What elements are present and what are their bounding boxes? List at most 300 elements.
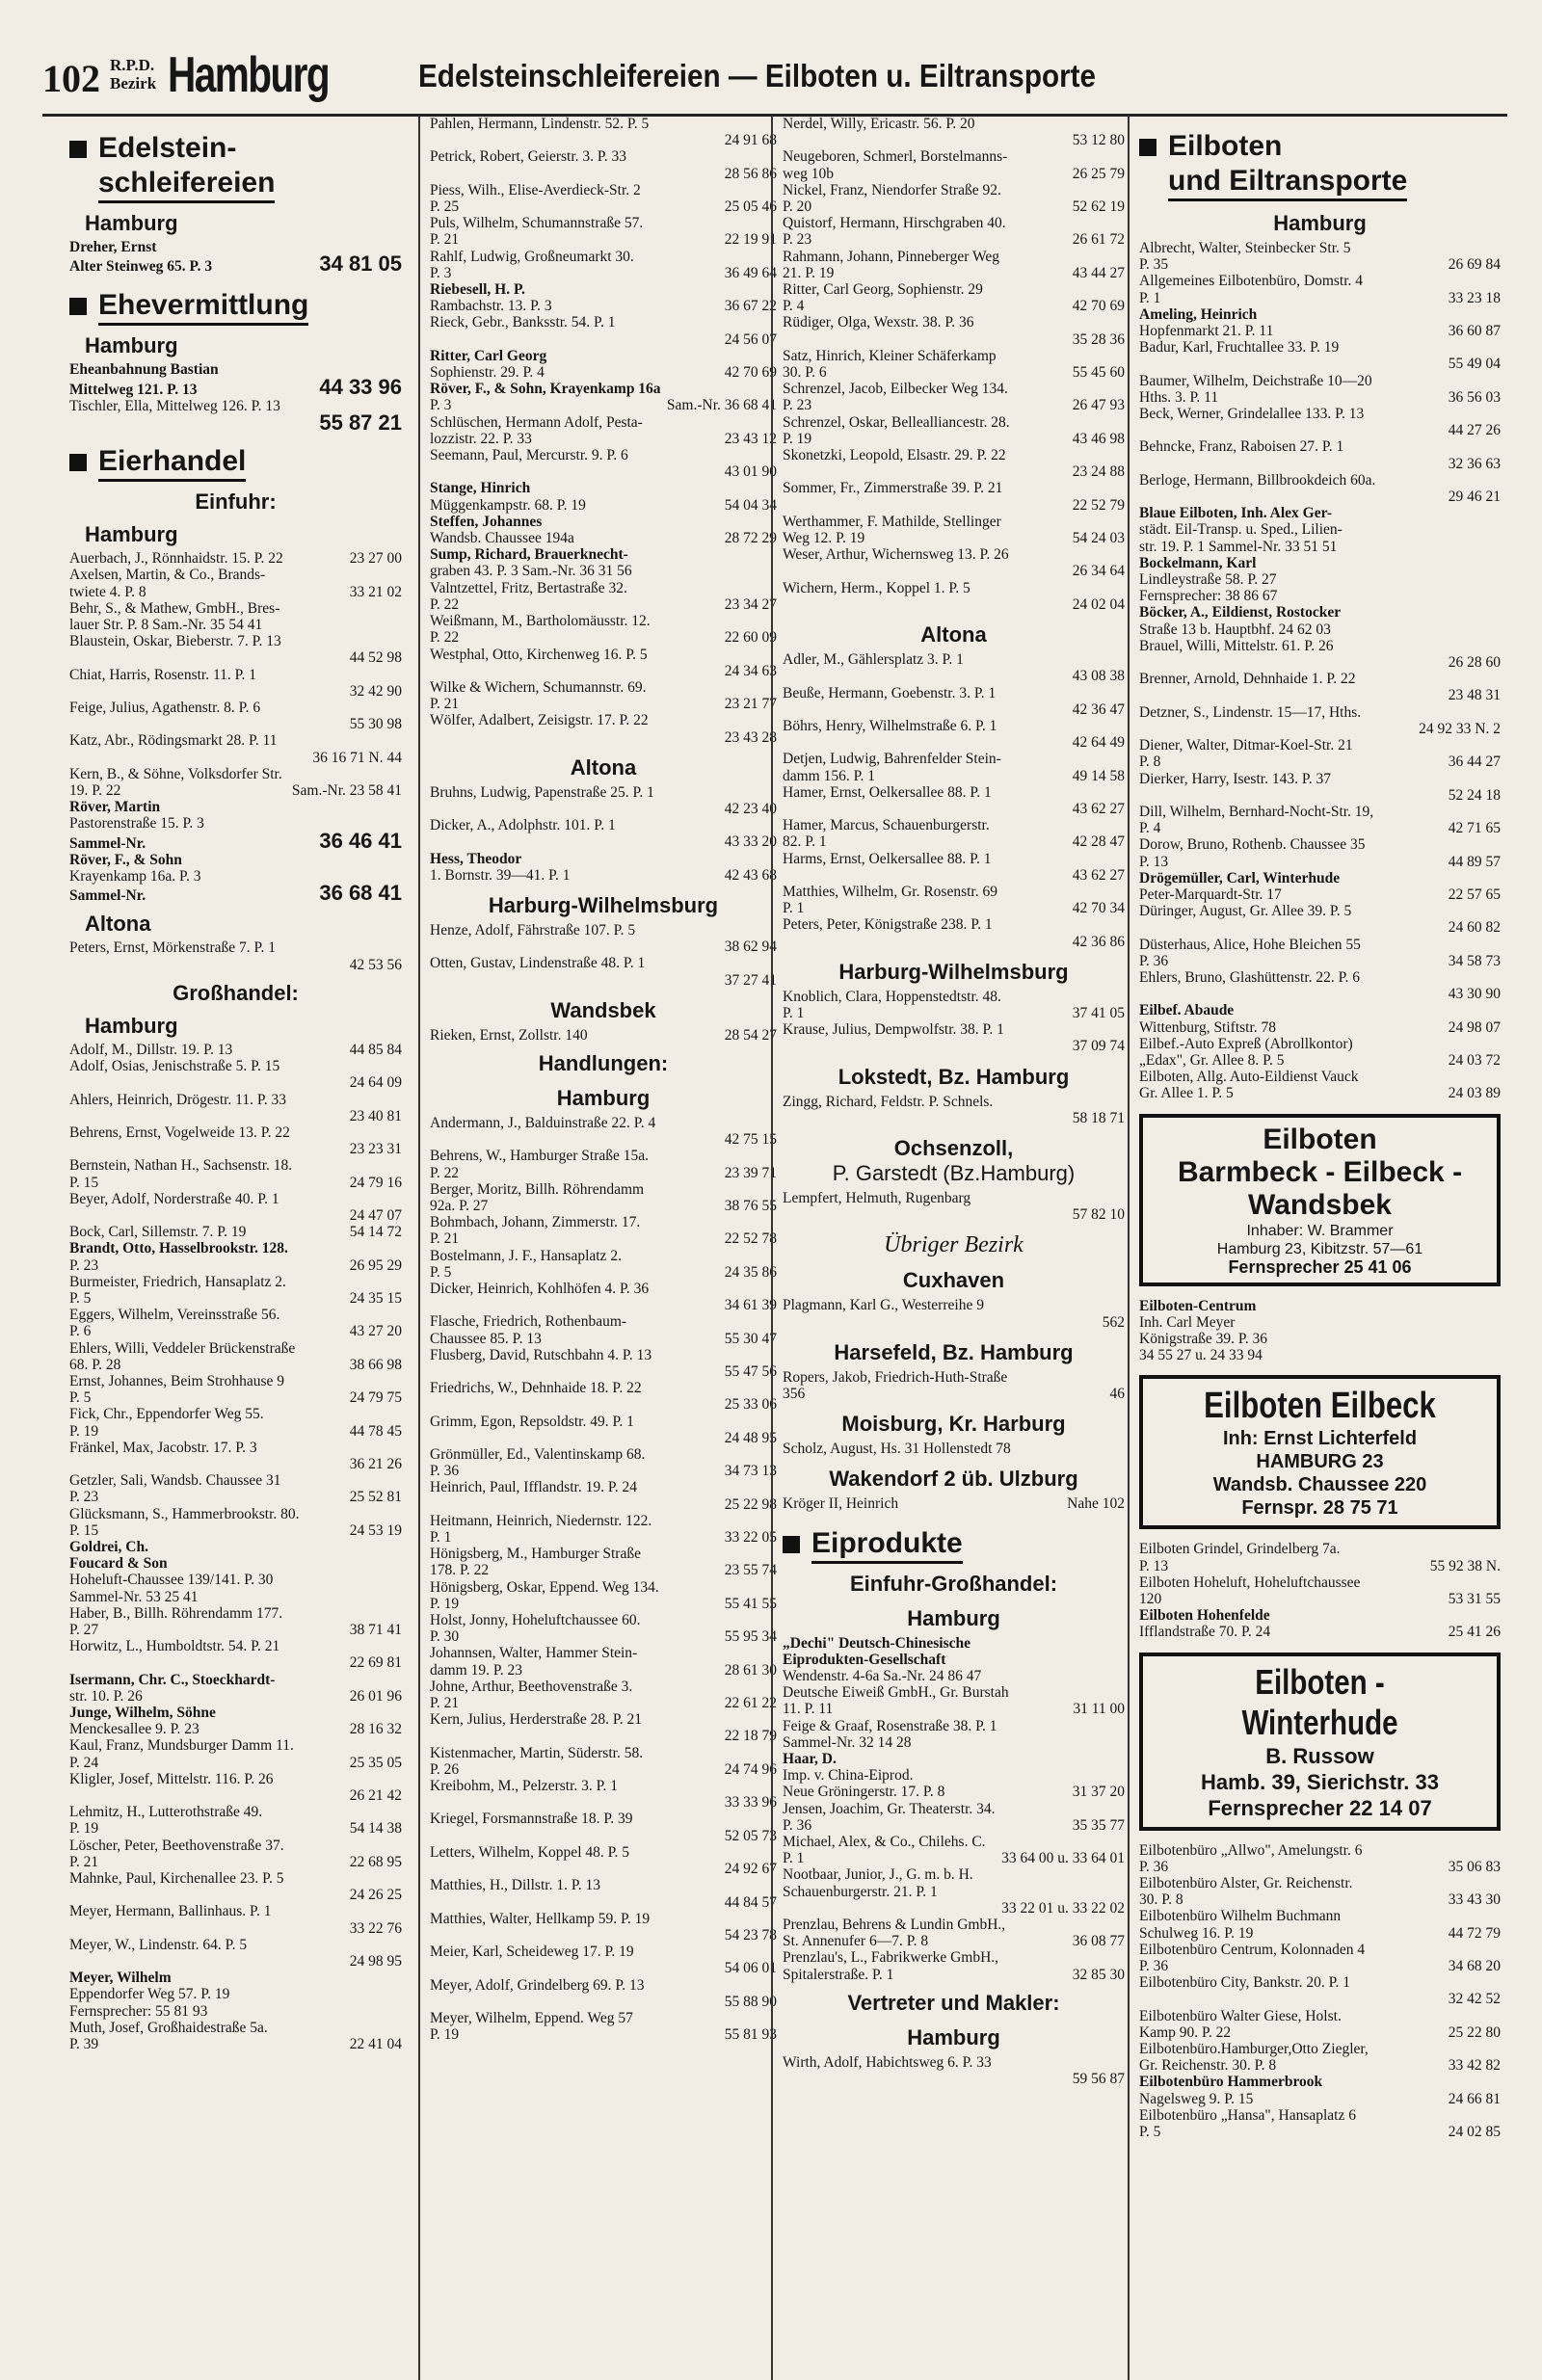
entry-text: Matthies, H., Dillstr. 1. P. 13 bbox=[430, 1877, 600, 1894]
directory-entry-line bbox=[783, 414, 1125, 431]
directory-entry-line bbox=[69, 1423, 402, 1440]
entry-phone: 38 71 41 bbox=[349, 1622, 402, 1638]
directory-entry-line bbox=[783, 1206, 1125, 1223]
entry-phone: 24 56 07 bbox=[724, 331, 777, 348]
entry-text: Meyer, Wilhelm, Eppend. Weg 57 bbox=[430, 2009, 633, 2026]
entry-text: Skonetzki, Leopold, Elsastr. 29. P. 22 bbox=[783, 447, 1006, 464]
directory-entry-line bbox=[783, 784, 1125, 801]
entry-text: Foucard & Son bbox=[69, 1555, 168, 1573]
entry-phone: 38 62 94 bbox=[724, 939, 777, 956]
directory-entry-line bbox=[69, 1323, 402, 1339]
entry-text: Schrenzel, Oskar, Bellealliancestr. 28. bbox=[783, 413, 1010, 431]
entry-text: Müggenkampstr. 68. P. 19 bbox=[430, 496, 586, 514]
entry-phone: 53 31 55 bbox=[1448, 1590, 1501, 1607]
entry-text: Ehlers, Willi, Veddeler Brückenstraße bbox=[69, 1339, 296, 1357]
entry-phone: 35 35 77 bbox=[1072, 1816, 1125, 1834]
directory-entry-line bbox=[430, 1529, 777, 1546]
entry-text: Bock, Carl, Sillemstr. 7. P. 19 bbox=[69, 1224, 247, 1241]
entry-phone: 24 74 96 bbox=[724, 1760, 777, 1778]
entry-text: Wendenstr. 4-6a Sa.-Nr. 24 86 47 bbox=[783, 1668, 982, 1684]
directory-entry-line bbox=[430, 1513, 777, 1529]
entry-text: Matthies, Walter, Hellkamp 59. P. 19 bbox=[430, 1910, 651, 1927]
directory-entry-line bbox=[430, 2010, 777, 2026]
directory-entry-line bbox=[783, 1949, 1125, 1966]
entry-phone: 33 21 02 bbox=[349, 583, 402, 600]
directory-entry-line bbox=[430, 1662, 777, 1679]
entry-text: Lempfert, Helmuth, Rugenbarg bbox=[783, 1189, 971, 1206]
directory-entry-line bbox=[783, 1652, 1125, 1668]
directory-entry-line bbox=[783, 916, 1125, 933]
directory-entry-line bbox=[1139, 804, 1501, 820]
directory-entry-line bbox=[430, 281, 777, 298]
directory-entry-line bbox=[430, 817, 777, 833]
entry-text: Eilbotenbüro Walter Giese, Holst. bbox=[1139, 2007, 1342, 2024]
directory-entry-line bbox=[783, 166, 1125, 182]
directory-entry-line bbox=[783, 734, 1125, 751]
entry-text: Pastorenstraße 15. P. 3 bbox=[69, 815, 204, 833]
section-title: und Eiltransporte bbox=[1168, 164, 1407, 201]
city-heading: Altona bbox=[85, 912, 151, 937]
entry-phone: 22 60 09 bbox=[724, 629, 777, 647]
directory-entry-line bbox=[783, 497, 1125, 514]
entry-text: 178. P. 22 bbox=[430, 1562, 490, 1579]
directory-entry-line bbox=[783, 1701, 1125, 1717]
entry-text: Kern, B., & Söhne, Volksdorfer Str. bbox=[69, 765, 282, 782]
directory-entry-line bbox=[783, 1834, 1125, 1850]
entry-text: 120 bbox=[1139, 1590, 1162, 1607]
directory-entry-line bbox=[783, 701, 1125, 718]
entry-text: Valntzettel, Fritz, Bertastraße 32. bbox=[430, 579, 627, 596]
entry-phone: 24 60 82 bbox=[1448, 919, 1501, 937]
directory-entry-line bbox=[783, 801, 1125, 817]
entry-text: Glücksmann, S., Hammerbrookstr. 80. bbox=[69, 1505, 300, 1522]
directory-entry-line bbox=[430, 132, 777, 148]
entry-phone: 54 24 03 bbox=[1072, 530, 1125, 547]
entry-text: P. 15 bbox=[69, 1521, 99, 1539]
entry-list bbox=[430, 922, 777, 989]
directory-entry-line bbox=[69, 1771, 402, 1787]
directory-entry-line bbox=[69, 1986, 402, 2002]
entry-phone: 23 40 81 bbox=[349, 1107, 402, 1124]
entry-phone: 33 22 05 bbox=[724, 1529, 777, 1547]
directory-entry-line bbox=[430, 497, 777, 514]
section-title: Edelstein- bbox=[98, 132, 237, 164]
entry-phone: 37 27 41 bbox=[724, 971, 777, 989]
entry-text: P. 13 bbox=[1139, 853, 1169, 870]
directory-entry-line bbox=[69, 1622, 402, 1638]
directory-entry-line bbox=[783, 1386, 1125, 1402]
entry-phone: 55 41 55 bbox=[724, 1595, 777, 1612]
directory-entry-line bbox=[430, 922, 777, 939]
entry-text: Getzler, Sali, Wandsb. Chaussee 31 bbox=[69, 1472, 281, 1490]
entry-phone: 43 33 20 bbox=[724, 833, 777, 851]
directory-entry-line bbox=[783, 751, 1125, 767]
entry-text: Tischler, Ella, Mittelweg 126. P. 13 bbox=[69, 397, 280, 414]
directory-entry-line bbox=[69, 1506, 402, 1522]
entry-text: lauer Str. P. 8 Sam.-Nr. 35 54 41 bbox=[69, 617, 263, 634]
entry-phone: 44 27 26 bbox=[1448, 422, 1501, 439]
entry-text: Nootbaar, Junior, J., G. m. b. H. bbox=[783, 1866, 973, 1884]
directory-entry-line bbox=[783, 480, 1125, 496]
entry-phone: 42 53 56 bbox=[349, 956, 402, 973]
city-heading: Hamburg bbox=[85, 211, 178, 235]
directory-entry-line bbox=[69, 1970, 402, 1986]
directory-entry-line bbox=[783, 265, 1125, 281]
entry-phone: 24 35 86 bbox=[724, 1263, 777, 1281]
entry-text: Kaul, Franz, Mundsburger Damm 11. bbox=[69, 1737, 294, 1755]
entry-text: P. 23 bbox=[783, 397, 812, 414]
entry-text: 82. P. 1 bbox=[783, 833, 827, 851]
entry-text: Brauel, Willi, Mittelstr. 61. P. 26 bbox=[1139, 637, 1334, 654]
entry-text: Berloge, Hermann, Billbrookdeich 60a. bbox=[1139, 471, 1376, 489]
entry-text: Königstraße 39. P. 36 bbox=[1139, 1330, 1268, 1347]
directory-entry-line bbox=[430, 955, 777, 971]
directory-entry-line bbox=[1139, 1991, 1501, 2007]
entry-text: Zingg, Richard, Feldstr. P. Schnels. bbox=[783, 1093, 994, 1110]
entry-phone: 55 47 56 bbox=[724, 1363, 777, 1380]
directory-entry-line bbox=[1139, 919, 1501, 936]
city-heading: Lokstedt, Bz. Hamburg bbox=[837, 1064, 1070, 1089]
directory-entry-line bbox=[783, 1718, 1125, 1734]
entry-text: Wölfer, Adalbert, Zeisigstr. 17. P. 22 bbox=[430, 712, 649, 729]
directory-entry-line bbox=[430, 1844, 777, 1861]
directory-entry-line bbox=[783, 1734, 1125, 1751]
entry-text: Weser, Arthur, Wichernsweg 13. P. 26 bbox=[783, 546, 1009, 564]
entry-text: Hths. 3. P. 11 bbox=[1139, 388, 1219, 406]
directory-entry-line bbox=[430, 1811, 777, 1827]
entry-phone: 42 75 15 bbox=[724, 1131, 777, 1149]
entry-phone: 42 36 86 bbox=[1072, 933, 1125, 950]
section-title: schleifereien bbox=[98, 166, 275, 203]
directory-entry-line bbox=[69, 1489, 402, 1505]
directory-entry-line bbox=[430, 530, 777, 546]
directory-entry-line bbox=[430, 1463, 777, 1479]
directory-entry-line bbox=[430, 1761, 777, 1778]
entry-phone: 33 43 30 bbox=[1448, 1891, 1501, 1909]
directory-entry-line bbox=[1139, 240, 1501, 256]
directory-entry-line bbox=[69, 700, 402, 716]
entry-phone: 24 03 89 bbox=[1448, 1085, 1501, 1102]
directory-entry-line bbox=[69, 649, 402, 666]
directory-entry-line bbox=[430, 1027, 777, 1044]
directory-entry-line bbox=[69, 1191, 402, 1207]
directory-entry-line bbox=[69, 1953, 402, 1970]
directory-entry-line bbox=[1139, 1002, 1501, 1018]
entry-text: Kistenmacher, Martin, Süderstr. 58. bbox=[430, 1744, 644, 1761]
entry-text: P. 8 bbox=[1139, 754, 1161, 771]
directory-entry-line bbox=[783, 718, 1125, 734]
entry-text: Beck, Werner, Grindelallee 133. P. 13 bbox=[1139, 406, 1365, 423]
entry-phone: 42 28 47 bbox=[1072, 833, 1125, 851]
entry-text: Rahlf, Ludwig, Großneumarkt 30. bbox=[430, 248, 634, 265]
directory-entry-line bbox=[69, 1290, 402, 1307]
directory-entry-line bbox=[430, 1181, 777, 1198]
entry-phone: 24 79 16 bbox=[349, 1174, 402, 1191]
entry-phone: 33 22 76 bbox=[349, 1919, 402, 1937]
entry-text: 19. P. 22 bbox=[69, 782, 121, 800]
entry-phone: 31 37 20 bbox=[1072, 1784, 1125, 1801]
entry-phone: 42 71 65 bbox=[1448, 820, 1501, 837]
column-1 bbox=[69, 118, 402, 2052]
directory-entry-line bbox=[430, 1281, 777, 1297]
entry-text: Grimm, Egon, Repsoldstr. 49. P. 1 bbox=[430, 1413, 634, 1430]
entry-text: Kamp 90. P. 22 bbox=[1139, 2023, 1232, 2041]
directory-entry-line bbox=[430, 314, 777, 331]
directory-entry-line bbox=[783, 1817, 1125, 1834]
city-heading: Hamburg bbox=[907, 2024, 1000, 2049]
entry-text: Sump, Richard, Brauerknecht- bbox=[430, 546, 628, 564]
directory-entry-line bbox=[1139, 505, 1501, 521]
entry-phone: Sam.-Nr. 23 58 41 bbox=[291, 782, 402, 800]
directory-entry-line bbox=[430, 1562, 777, 1578]
directory-entry-line bbox=[783, 198, 1125, 215]
directory-entry-line bbox=[783, 1933, 1125, 1949]
entry-phone: 36 68 41 bbox=[319, 881, 402, 906]
entry-text: Sammel-Nr. 32 14 28 bbox=[783, 1733, 912, 1751]
directory-entry-line bbox=[69, 1555, 402, 1572]
entry-text: P. 21 bbox=[430, 231, 460, 249]
directory-entry-line bbox=[430, 480, 777, 496]
entry-phone: Nahe 102 bbox=[1067, 1495, 1125, 1513]
entry-text: Düsterhaus, Alice, Hohe Bleichen 55 bbox=[1139, 936, 1361, 953]
directory-entry-line bbox=[430, 1994, 777, 2010]
directory-entry-line bbox=[430, 381, 777, 397]
entry-text: Wichern, Herm., Koppel 1. P. 5 bbox=[783, 579, 970, 596]
entry-text: Eilbotenbüro City, Bankstr. 20. P. 1 bbox=[1139, 1974, 1351, 1992]
advert-title: Barmbeck - Eilbeck - bbox=[1177, 1155, 1463, 1188]
entry-text: damm 19. P. 23 bbox=[430, 1661, 523, 1679]
directory-entry-line bbox=[69, 1522, 402, 1539]
directory-entry-line bbox=[783, 447, 1125, 463]
directory-entry-line bbox=[1139, 1974, 1501, 1991]
directory-entry-line bbox=[783, 1801, 1125, 1817]
entry-text: P. 3 bbox=[430, 264, 452, 281]
directory-entry-line bbox=[69, 2003, 402, 2020]
entry-phone: 34 58 73 bbox=[1448, 952, 1501, 969]
directory-entry-line bbox=[430, 1546, 777, 1562]
directory-entry-line bbox=[430, 784, 777, 801]
entry-phone: 43 62 27 bbox=[1072, 866, 1125, 884]
entry-phone: 33 64 00 u. 33 64 01 bbox=[1001, 1850, 1125, 1867]
entry-text: Katz, Abr., Rödingsmarkt 28. P. 11 bbox=[69, 732, 278, 750]
directory-entry-line bbox=[783, 1314, 1125, 1331]
entry-text: Adolf, Osias, Jenischstraße 5. P. 15 bbox=[69, 1058, 280, 1075]
section-eierhandel bbox=[69, 444, 402, 482]
entry-text: Dierker, Harry, Isestr. 143. P. 37 bbox=[1139, 770, 1331, 787]
entry-text: 356 bbox=[783, 1385, 806, 1402]
entry-list bbox=[69, 1042, 402, 2052]
entry-phone: 23 43 12 bbox=[724, 430, 777, 447]
entry-text: Röver, F., & Sohn bbox=[69, 851, 182, 868]
entry-list bbox=[783, 1635, 1125, 1983]
city-heading: Altona bbox=[920, 622, 987, 648]
entry-text: P. 35 bbox=[1139, 256, 1169, 274]
entry-text: Ernst, Johannes, Beim Strohhause 9 bbox=[69, 1372, 285, 1389]
directory-entry-line bbox=[430, 596, 777, 613]
section-marker-icon bbox=[69, 141, 87, 158]
directory-entry-line bbox=[783, 1866, 1125, 1883]
entry-phone: 42 64 49 bbox=[1072, 734, 1125, 752]
entry-phone: 55 88 90 bbox=[724, 1993, 777, 2010]
directory-entry-line bbox=[69, 939, 402, 956]
entry-phone: 22 41 04 bbox=[349, 2036, 402, 2053]
city-heading: Hamburg bbox=[556, 1085, 651, 1110]
directory-entry-line bbox=[69, 1605, 402, 1622]
entry-phone: 44 78 45 bbox=[349, 1422, 402, 1440]
entry-phone: 24 53 19 bbox=[349, 1521, 402, 1539]
directory-entry-line bbox=[430, 166, 777, 182]
entry-phone: 25 22 98 bbox=[724, 1495, 777, 1513]
directory-entry-line bbox=[1139, 1574, 1501, 1591]
directory-entry-line bbox=[69, 567, 402, 583]
entry-text: P. 6 bbox=[69, 1323, 92, 1340]
directory-entry-line bbox=[69, 881, 402, 906]
entry-text: Bohmbach, Johann, Zimmerstr. 17. bbox=[430, 1214, 641, 1231]
city-heading: Harburg-Wilhelmsburg bbox=[838, 959, 1069, 984]
entry-list bbox=[69, 550, 402, 799]
directory-entry-line bbox=[69, 1755, 402, 1771]
entry-phone: 29 46 21 bbox=[1448, 489, 1501, 506]
entry-list bbox=[783, 1190, 1125, 1223]
entry-phone: 44 52 98 bbox=[349, 649, 402, 667]
city-heading: Moisburg, Kr. Harburg bbox=[841, 1412, 1066, 1437]
entry-text: Rüdiger, Olga, Wexstr. 38. P. 36 bbox=[783, 314, 974, 331]
entry-phone: 25 52 81 bbox=[349, 1489, 402, 1506]
entry-phone: 33 22 01 u. 33 22 02 bbox=[1001, 1899, 1125, 1917]
directory-entry-line bbox=[783, 281, 1125, 298]
entry-phone: 23 39 71 bbox=[724, 1164, 777, 1181]
directory-entry-line bbox=[69, 828, 402, 853]
directory-entry-line bbox=[430, 613, 777, 629]
entry-text: P. 21 bbox=[430, 696, 460, 713]
entry-text: Friedrichs, W., Dehnhaide 18. P. 22 bbox=[430, 1380, 642, 1397]
directory-entry-line bbox=[1139, 986, 1501, 1002]
directory-entry-line bbox=[783, 1850, 1125, 1866]
directory-entry-line bbox=[1139, 1052, 1501, 1069]
directory-entry-line bbox=[69, 1141, 402, 1157]
entry-phone: 43 46 98 bbox=[1072, 430, 1125, 447]
entry-list bbox=[783, 1369, 1125, 1402]
directory-entry-line bbox=[69, 251, 402, 277]
page-title: Edelsteinschleifereien — Eilboten u. Eiltransporte bbox=[418, 58, 1097, 93]
directory-entry-line bbox=[783, 1297, 1125, 1313]
directory-entry-line bbox=[430, 116, 777, 132]
directory-entry-line bbox=[69, 410, 402, 436]
directory-entry-line bbox=[783, 148, 1125, 165]
section-marker-icon bbox=[69, 298, 87, 315]
entry-text: Eilbotenbüro.Hamburger,Otto Ziegler, bbox=[1139, 2041, 1369, 2058]
directory-entry-line bbox=[783, 215, 1125, 231]
entry-phone: 32 42 52 bbox=[1448, 1991, 1501, 2008]
entry-text: Andermann, J., Balduinstraße 22. P. 4 bbox=[430, 1114, 656, 1131]
entry-list bbox=[430, 1115, 777, 2043]
directory-entry-line bbox=[430, 1248, 777, 1264]
directory-entry-line bbox=[1139, 721, 1501, 737]
directory-entry-line bbox=[430, 265, 777, 281]
entry-text: Matthies, Wilhelm, Gr. Rosenstr. 69 bbox=[783, 883, 997, 900]
directory-entry-line bbox=[783, 1668, 1125, 1684]
entry-text: P. 24 bbox=[69, 1754, 99, 1771]
entry-text: Lehmitz, H., Lutterothstraße 49. bbox=[69, 1804, 263, 1821]
subsection-heading: Großhandel: bbox=[173, 980, 299, 1005]
directory-entry-line bbox=[1139, 870, 1501, 886]
entry-phone: 55 81 93 bbox=[724, 2026, 777, 2044]
advert-box bbox=[1139, 1114, 1501, 1286]
entry-text: P. 36 bbox=[1139, 952, 1169, 969]
directory-entry-line bbox=[1139, 2074, 1501, 2090]
entry-text: St. Annenufer 6—7. P. 8 bbox=[783, 1933, 929, 1950]
entry-phone: 26 28 60 bbox=[1448, 654, 1501, 672]
directory-entry-line bbox=[430, 1264, 777, 1281]
entry-text: Kröger II, Heinrich bbox=[783, 1495, 899, 1513]
directory-entry-line bbox=[783, 1635, 1125, 1652]
entry-text: P. 25 bbox=[430, 198, 460, 216]
entry-phone: 24 92 33 N. 2 bbox=[1419, 720, 1501, 737]
directory-entry-line bbox=[430, 198, 777, 215]
entry-text: Johannsen, Walter, Hammer Stein- bbox=[430, 1645, 638, 1662]
entry-text: Nagelsweg 9. P. 15 bbox=[1139, 2090, 1254, 2107]
directory-entry-line bbox=[69, 1804, 402, 1820]
directory-entry-line bbox=[1139, 754, 1501, 770]
entry-text: Meyer, Adolf, Grindelberg 69. P. 13 bbox=[430, 1976, 645, 1994]
directory-entry-line bbox=[430, 1214, 777, 1230]
directory-entry-line bbox=[430, 431, 777, 447]
directory-entry-line bbox=[430, 647, 777, 663]
entry-phone: 54 14 72 bbox=[349, 1224, 402, 1241]
entry-phone: 55 45 60 bbox=[1072, 364, 1125, 382]
directory-entry-line bbox=[430, 447, 777, 463]
entry-text: P. 1 bbox=[783, 900, 805, 917]
directory-entry-line bbox=[783, 397, 1125, 413]
advert-line: Inh: Ernst Lichterfeld bbox=[1222, 1428, 1418, 1450]
directory-entry-line bbox=[430, 1414, 777, 1430]
directory-entry-line bbox=[69, 1389, 402, 1406]
entry-phone: 36 16 71 N. 44 bbox=[312, 749, 402, 766]
entry-text: Badur, Karl, Fruchtallee 33. P. 19 bbox=[1139, 339, 1340, 357]
entry-phone: 46 bbox=[1109, 1385, 1125, 1402]
directory-entry-line bbox=[69, 1307, 402, 1323]
entry-phone: 26 01 96 bbox=[349, 1687, 402, 1705]
directory-entry-line bbox=[430, 580, 777, 596]
directory-entry-line bbox=[783, 1684, 1125, 1701]
entry-text: P. 1 bbox=[783, 1850, 805, 1867]
directory-entry-line bbox=[783, 182, 1125, 198]
entry-text: Spitalerstraße. P. 1 bbox=[783, 1966, 894, 1983]
entry-phone: 55 49 04 bbox=[1448, 356, 1501, 373]
entry-phone: 36 60 87 bbox=[1448, 323, 1501, 340]
entry-text: Sammel-Nr. bbox=[69, 887, 146, 905]
directory-entry-line bbox=[69, 1175, 402, 1191]
entry-text: 30. P. 6 bbox=[783, 364, 827, 382]
directory-entry-line bbox=[69, 1920, 402, 1937]
directory-entry-line bbox=[430, 1645, 777, 1661]
entry-text: Seemann, Paul, Mercurstr. 9. P. 6 bbox=[430, 447, 628, 464]
entry-text: Bockelmann, Karl bbox=[1139, 554, 1257, 571]
directory-entry-line bbox=[1139, 406, 1501, 422]
entry-phone: 24 47 07 bbox=[349, 1206, 402, 1224]
entry-text: Eilboten Grindel, Grindelberg 7a. bbox=[1139, 1541, 1341, 1558]
entry-text: Piess, Wilh., Elise-Averdieck-Str. 2 bbox=[430, 181, 641, 198]
entry-phone: 52 05 73 bbox=[724, 1827, 777, 1844]
entry-phone: 28 56 86 bbox=[724, 165, 777, 182]
entry-text: Brenner, Arnold, Dehnhaide 1. P. 22 bbox=[1139, 671, 1356, 688]
entry-text: Albrecht, Walter, Steinbecker Str. 5 bbox=[1139, 240, 1351, 256]
directory-entry-line bbox=[1139, 1591, 1501, 1607]
city-heading: Wakendorf 2 üb. Ulzburg bbox=[829, 1467, 1078, 1492]
entry-text: P. 21 bbox=[430, 1695, 460, 1712]
column-3 bbox=[771, 116, 1125, 2380]
entry-list bbox=[69, 239, 402, 275]
